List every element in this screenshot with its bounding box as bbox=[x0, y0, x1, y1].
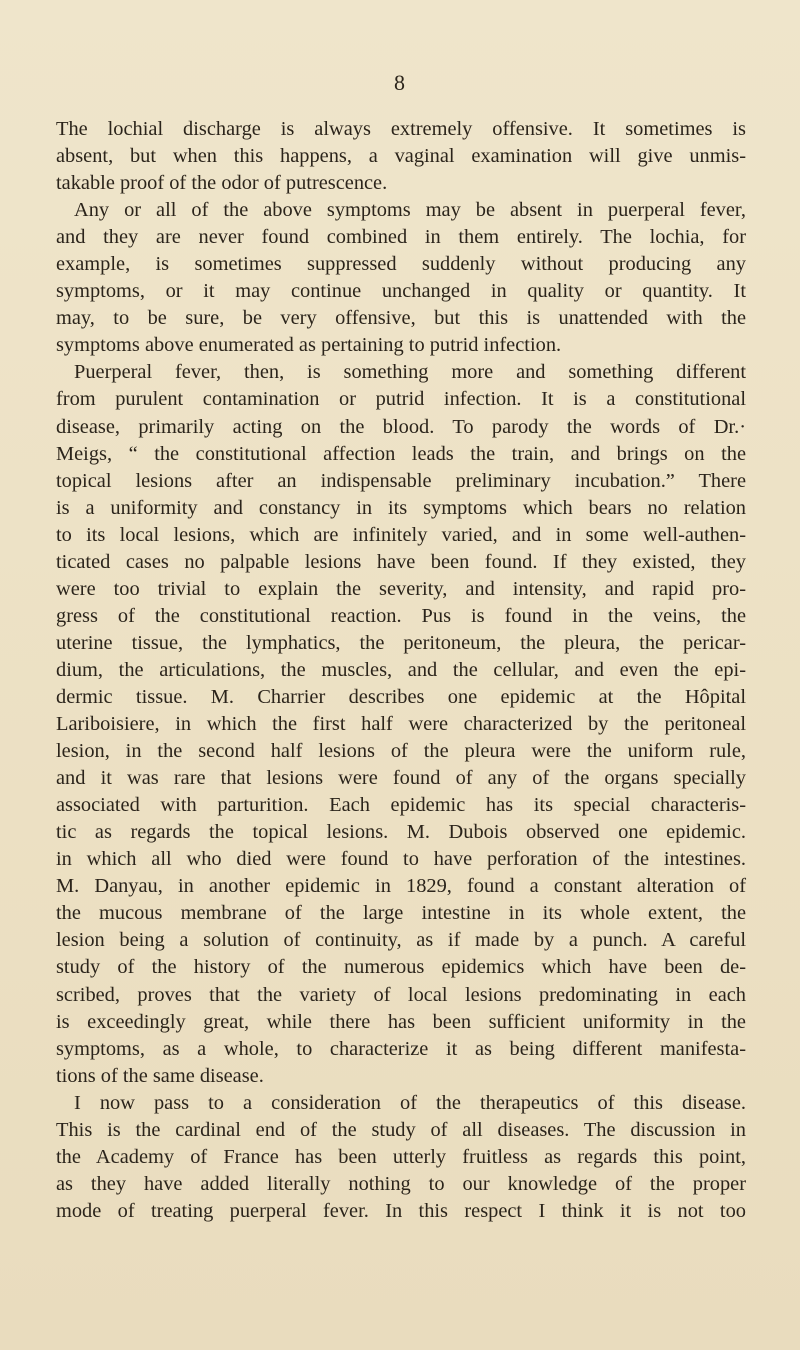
text-line: M. Danyau, in another epidemic in 1829, found a constant alteration of bbox=[56, 875, 746, 898]
text-line: Meigs, “ the constitutional affection leads the train, and brings on the bbox=[56, 442, 746, 465]
text-line: This is the cardinal end of the study of all diseases. The discussion in bbox=[56, 1118, 746, 1141]
text-line: ticated cases no palpable lesions have been found. If they existed, they bbox=[56, 550, 746, 573]
text-line: symptoms, as a whole, to characterize it as being different manifesta- bbox=[56, 1037, 746, 1060]
body-text bbox=[56, 116, 746, 1225]
page-number: 8 bbox=[394, 70, 406, 95]
text-line: associated with parturition. Each epidemic has its special characteris- bbox=[56, 794, 746, 817]
text-line: lesion, in the second half lesions of the pleura were the uniform rule, bbox=[56, 740, 746, 763]
text-line: example, is sometimes suppressed suddenly without producing any bbox=[56, 253, 746, 276]
text-line: and they are never found combined in them entirely. The lochia, for bbox=[56, 226, 746, 249]
text-line: gress of the constitutional reaction. Pus is found in the veins, the bbox=[56, 604, 746, 627]
text-line: in which all who died were found to have perforation of the intestines. bbox=[56, 848, 746, 871]
text-line: Puerperal fever, then, is something more and something different bbox=[74, 361, 746, 384]
text-line: as they have added literally nothing to our knowledge of the proper bbox=[56, 1172, 746, 1195]
text-line: lesion being a solution of continuity, as if made by a punch. A careful bbox=[56, 929, 746, 952]
text-line: from purulent contamination or putrid infection. It is a constitutional bbox=[56, 388, 746, 411]
text-line: the mucous membrane of the large intestine in its whole extent, the bbox=[56, 902, 746, 925]
text-line: tions of the same disease. bbox=[56, 1064, 264, 1087]
text-line: The lochial discharge is always extremely offensive. It sometimes is bbox=[56, 118, 746, 140]
text-line: uterine tissue, the lymphatics, the peritoneum, the pleura, the pericar- bbox=[56, 631, 746, 654]
text-line: study of the history of the numerous epidemics which have been de- bbox=[56, 956, 746, 979]
text-line: symptoms, or it may continue unchanged in quality or quantity. It bbox=[56, 280, 746, 303]
text-line: Lariboisiere, in which the first half were characterized by the peritoneal bbox=[56, 713, 746, 736]
text-line: disease, primarily acting on the blood. To parody the words of Dr.· bbox=[56, 415, 746, 438]
text-line: Any or all of the above symptoms may be absent in puerperal fever, bbox=[74, 199, 746, 222]
text-line: takable proof of the odor of putrescence. bbox=[56, 172, 388, 195]
text-line: and it was rare that lesions were found of any of the organs specially bbox=[56, 767, 746, 790]
text-line: scribed, proves that the variety of local lesions predominating in each bbox=[56, 983, 746, 1006]
text-line: absent, but when this happens, a vaginal examination will give unmis- bbox=[56, 145, 746, 168]
text-line: is a uniformity and constancy in its symptoms which bears no relation bbox=[56, 496, 746, 519]
text-line: dium, the articulations, the muscles, and the cellular, and even the epi- bbox=[56, 658, 746, 681]
text-line: to its local lesions, which are infinitely varied, and in some well-authen- bbox=[56, 523, 746, 546]
text-line: I now pass to a consideration of the therapeutics of this disease. bbox=[74, 1091, 746, 1114]
text-line: dermic tissue. M. Charrier describes one epidemic at the Hôpital bbox=[56, 685, 746, 708]
text-line: may, to be sure, be very offensive, but this is unattended with the bbox=[56, 307, 746, 330]
text-line: tic as regards the topical lesions. M. Dubois observed one epidemic. bbox=[56, 821, 746, 844]
text-line: were too trivial to explain the severity, and intensity, and rapid pro- bbox=[56, 577, 746, 600]
text-line: symptoms above enumerated as pertaining to putrid infection. bbox=[56, 334, 562, 357]
text-line: mode of treating puerperal fever. In this respect I think it is not too bbox=[56, 1199, 746, 1222]
text-line: the Academy of France has been utterly fruitless as regards this point, bbox=[56, 1145, 746, 1168]
text-line: topical lesions after an indispensable preliminary incubation.” There bbox=[56, 469, 746, 492]
text-line: is exceedingly great, while there has been sufficient uniformity in the bbox=[56, 1010, 746, 1033]
